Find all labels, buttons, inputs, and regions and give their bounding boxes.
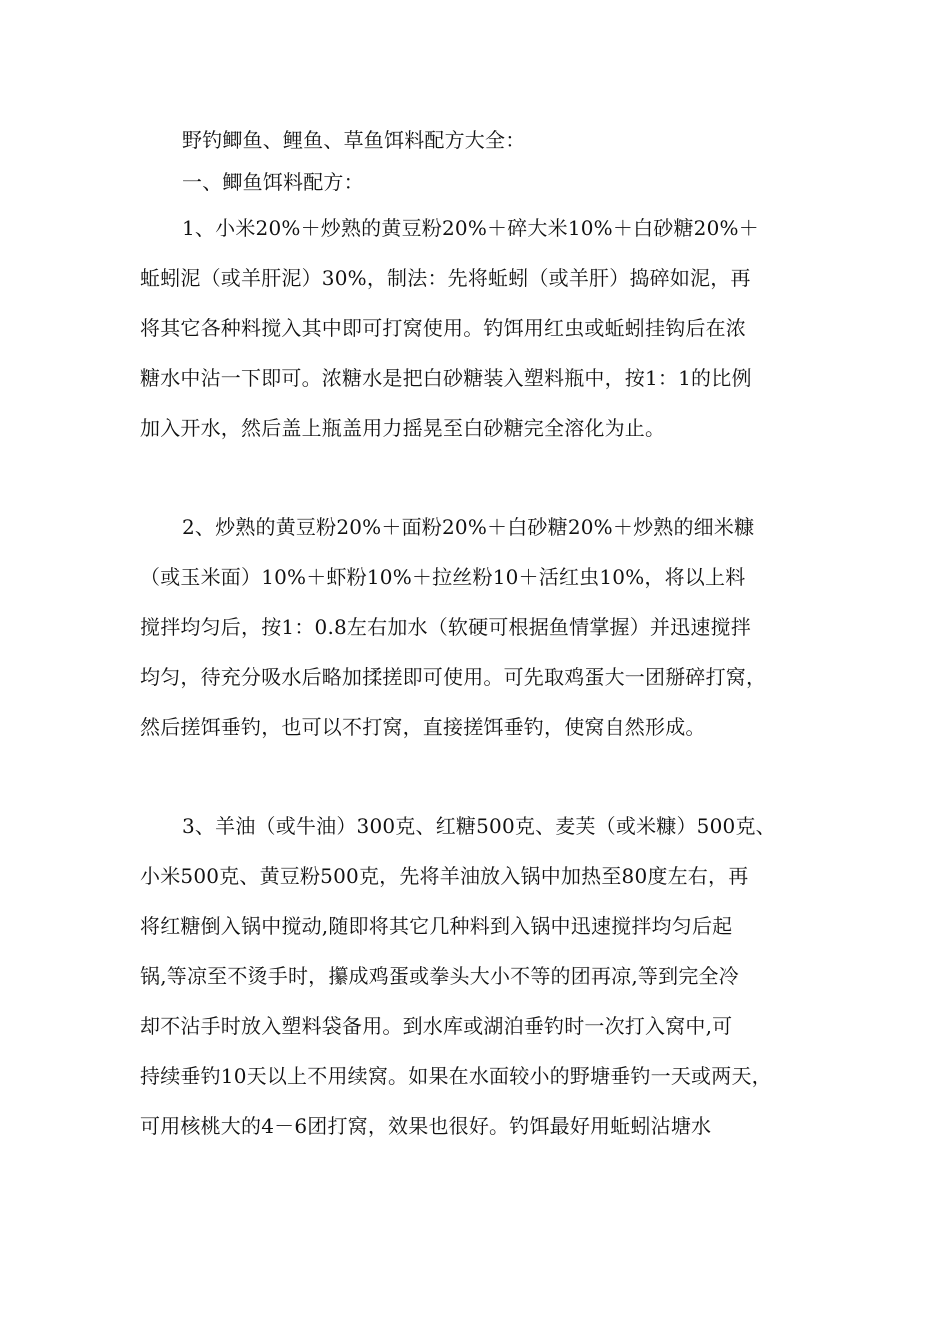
paragraph-line: 均匀，待充分吸水后略加揉搓即可使用。可先取鸡蛋大一团掰碎打窝， <box>140 665 767 689</box>
paragraph-line: 却不沾手时放入塑料袋备用。到水库或湖泊垂钓时一次打入窝中,可 <box>140 1014 733 1038</box>
document-title: 野钓鲫鱼、鲤鱼、草鱼饵料配方大全： <box>182 128 526 152</box>
paragraph-line: 将红糖倒入锅中搅动,随即将其它几种料到入锅中迅速搅拌均匀后起 <box>140 914 733 938</box>
paragraph-line: （或玉米面）10%＋虾粉10%＋拉丝粉10＋活红虫10%，将以上料 <box>140 565 746 589</box>
paragraph-line: 然后搓饵垂钓，也可以不打窝，直接搓饵垂钓，使窝自然形成。 <box>140 715 706 739</box>
paragraph-line: 搅拌均匀后，按1：0.8左右加水（软硬可根据鱼情掌握）并迅速搅拌 <box>140 615 751 639</box>
paragraph-line: 可用核桃大的4－6团打窝，效果也很好。钓饵最好用蚯蚓沾塘水 <box>140 1114 712 1138</box>
section-heading-crucian: 一、鲫鱼饵料配方： <box>182 170 364 194</box>
paragraph-line: 持续垂钓10天以上不用续窝。如果在水面较小的野塘垂钓一天或两天， <box>140 1064 772 1088</box>
paragraph-line: 蚯蚓泥（或羊肝泥）30%，制法：先将蚯蚓（或羊肝）捣碎如泥，再 <box>140 266 751 290</box>
paragraph-line: 锅,等凉至不烫手时，攥成鸡蛋或拳头大小不等的团再凉,等到完全冷 <box>140 964 739 988</box>
paragraph-line: 将其它各种料搅入其中即可打窝使用。钓饵用红虫或蚯蚓挂钩后在浓 <box>140 316 746 340</box>
paragraph-line: 2、炒熟的黄豆粉20%＋面粉20%＋白砂糖20%＋炒熟的细米糠 <box>182 515 755 539</box>
paragraph-line: 加入开水，然后盖上瓶盖用力摇晃至白砂糖完全溶化为止。 <box>140 416 666 440</box>
paragraph-line: 糖水中沾一下即可。浓糖水是把白砂糖装入塑料瓶中，按1：1的比例 <box>140 366 752 390</box>
paragraph-line: 3、羊油（或牛油）300克、红糖500克、麦芙（或米糠）500克、 <box>182 814 776 838</box>
paragraph-line: 1、小米20%＋炒熟的黄豆粉20%＋碎大米10%＋白砂糖20%＋ <box>182 216 759 240</box>
paragraph-line: 小米500克、黄豆粉500克，先将羊油放入锅中加热至80度左右，再 <box>140 864 749 888</box>
